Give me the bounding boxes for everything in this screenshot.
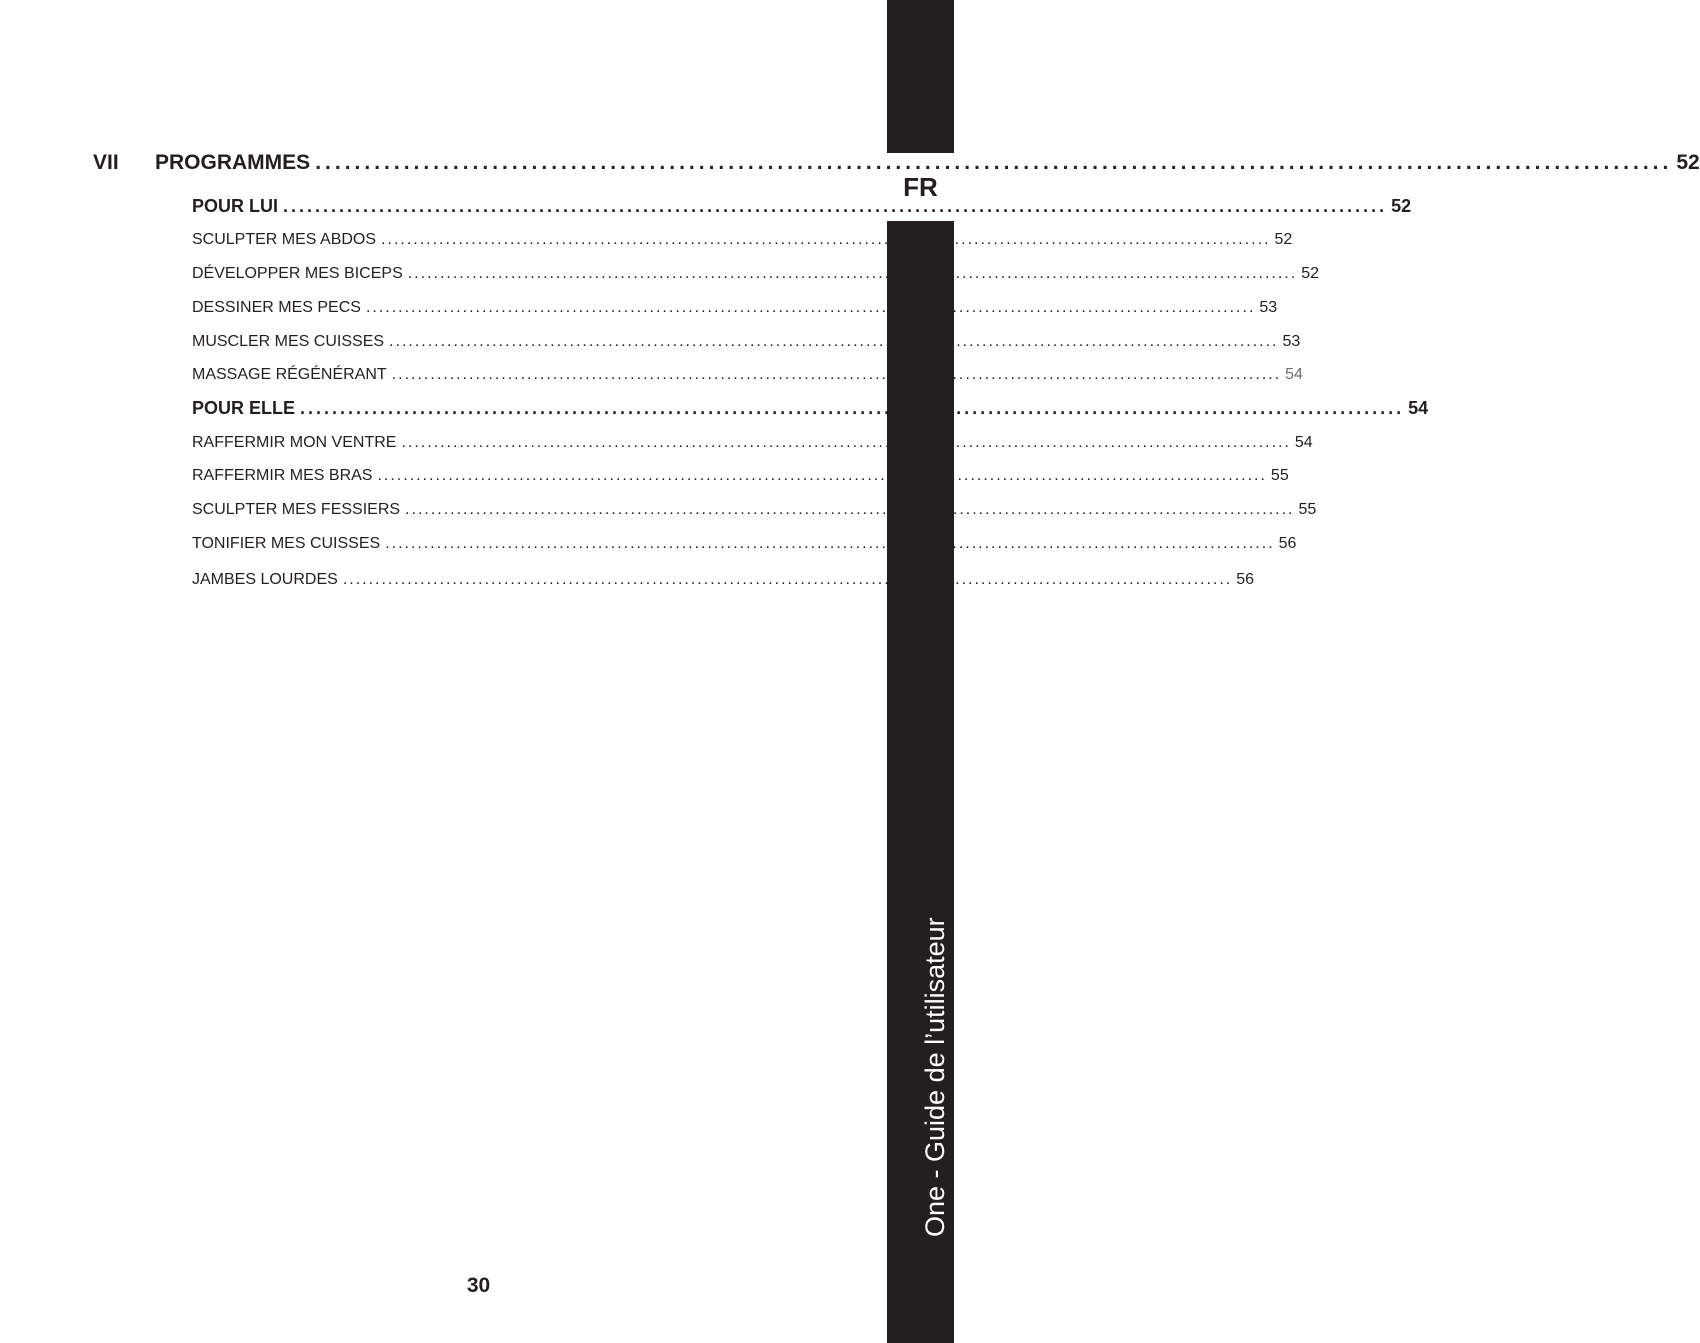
toc-leader-dots: .......................................................................................................................................... (300, 398, 1405, 418)
toc-leader-dots: .......................................................................................................................................... (389, 333, 1279, 350)
toc-leader-dots: .......................................................................................................................................... (385, 535, 1275, 552)
toc-item-row[interactable] (192, 535, 1297, 553)
toc-item-row[interactable] (192, 434, 1313, 452)
toc-chapter-title: PROGRAMMES (155, 151, 311, 174)
toc-chapter-page: 52 (1676, 151, 1700, 174)
toc-item-row[interactable] (192, 265, 1319, 283)
toc-chapter-number: VII (93, 151, 119, 174)
toc-item-label: DESSINER MES PECS (192, 299, 361, 316)
toc-leader-dots: .......................................................................................................................................... (365, 299, 1256, 316)
toc-leader-dots: .......................................................................................................................................... (381, 231, 1271, 248)
toc-item-row[interactable] (192, 231, 1293, 249)
toc-chapter-row[interactable] (93, 151, 1700, 175)
toc-leader-dots: .......................................................................................................................................... (391, 366, 1282, 383)
toc-section-row-pour-elle[interactable] (192, 398, 1429, 419)
sidebar-top-band (887, 0, 954, 153)
page-number: 30 (466, 1274, 491, 1297)
toc-leader-dots: .......................................................................................................................................... (407, 265, 1298, 282)
toc-item-row[interactable] (192, 501, 1317, 519)
toc-section-row-pour-lui[interactable] (192, 196, 1412, 217)
toc-section-title: POUR LUI (192, 196, 279, 216)
toc-item-page: 53 (1259, 299, 1278, 316)
toc-item-page: 55 (1298, 501, 1317, 518)
toc-leader-dots: .......................................................................................................................................... (283, 196, 1388, 216)
toc-item-page: 54 (1294, 434, 1313, 451)
toc-leader-dots: .......................................................................................................................................... (377, 467, 1267, 484)
toc-item-label: MUSCLER MES CUISSES (192, 333, 385, 350)
toc-item-page: 53 (1282, 333, 1301, 350)
toc-item-page: 52 (1301, 265, 1319, 282)
toc-item-row[interactable] (192, 333, 1301, 351)
toc-item-label: RAFFERMIR MES BRAS (192, 467, 373, 484)
toc-section-page: 54 (1408, 398, 1429, 418)
toc-item-page: 52 (1274, 231, 1293, 248)
toc-leader-dots: .......................................................................................................................................... (405, 501, 1295, 518)
toc-item-page: 56 (1278, 535, 1297, 552)
toc-leader-dots: .......................................................................................................................................... (315, 151, 1673, 174)
toc-item-page: 54 (1285, 366, 1303, 383)
toc-item-label: SCULPTER MES FESSIERS (192, 501, 401, 518)
toc-item-label: JAMBES LOURDES (192, 571, 338, 588)
language-tab: FR (903, 171, 938, 202)
toc-item-label: TONIFIER MES CUISSES (192, 535, 381, 552)
toc-item-label: RAFFERMIR MON VENTRE (192, 434, 397, 451)
toc-item-row[interactable] (192, 299, 1278, 317)
toc-leader-dots: .......................................................................................................................................... (401, 434, 1291, 451)
toc-item-row[interactable] (192, 467, 1289, 485)
toc-item-row[interactable] (192, 571, 1255, 589)
sidebar-document-title: One - Guide de l’utilisateur (920, 917, 950, 1237)
toc-section-title: POUR ELLE (192, 398, 296, 418)
toc-item-label: MASSAGE RÉGÉNÉRANT (192, 366, 387, 383)
toc-item-page: 56 (1236, 571, 1255, 588)
toc-item-label: SCULPTER MES ABDOS (192, 231, 377, 248)
toc-item-row[interactable] (192, 366, 1303, 384)
toc-item-label: DÉVELOPPER MES BICEPS (192, 265, 403, 282)
toc-section-page: 52 (1391, 196, 1412, 216)
toc-leader-dots: .......................................................................................................................................... (342, 571, 1233, 588)
toc-item-page: 55 (1270, 467, 1289, 484)
